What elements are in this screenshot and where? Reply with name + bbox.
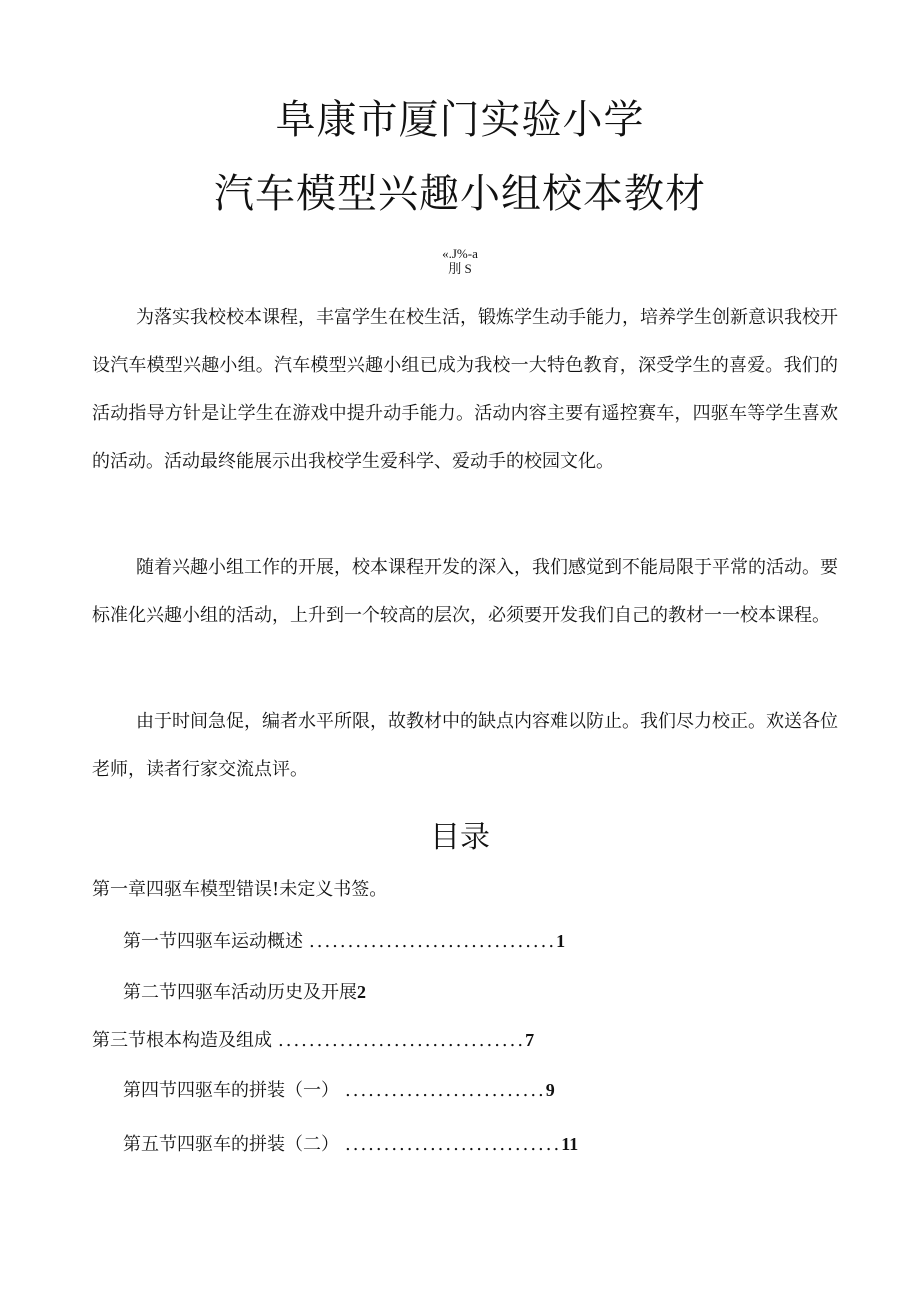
preface-paragraph-2: 随着兴趣小组工作的开展，校本课程开发的深入，我们感觉到不能局限于平常的活动。要标准化兴趣小组的活动，上升到一个较高的层次，必须要开发我们自己的教材一一校本课程。	[92, 557, 838, 626]
toc-item-section-1[interactable]	[123, 929, 565, 954]
toc-page-number: 11	[561, 1134, 579, 1154]
toc-leader-dots: ................................	[309, 931, 557, 952]
toc-page-number: 2	[357, 982, 366, 1002]
toc-item-label: 第五节四驱车的拼装（二）	[123, 1134, 339, 1155]
school-title: 阜康市厦门实验小学	[275, 97, 645, 143]
toc-leader-dots: ................................	[278, 1030, 526, 1051]
textbook-title: 汽车模型兴趣小组校本教材	[214, 171, 706, 217]
toc-page-number: 7	[525, 1030, 535, 1050]
preface-paragraph-1: 为落实我校校本课程，丰富学生在校生活，锻炼学生动手能力，培养学生创新意识我校开设汽车模型兴趣小组。汽车模型兴趣小组已成为我校一大特色教育，深受学生的喜爱。我们的活动指导方针是让学生在游戏中提升动手能力。活动内容主要有遥控赛车，四驱车等学生喜欢的活动。活动最终能展示出我校学生爱科学、爱动手的校园文化。	[92, 307, 838, 472]
toc-item-section-3[interactable]	[92, 1028, 534, 1053]
toc-item-label: 第四节四驱车的拼装（一）	[123, 1080, 339, 1101]
garbled-subtitle-line1: «.J%-a	[442, 246, 478, 261]
toc-leader-dots: ..........................	[345, 1080, 546, 1101]
toc-item-section-2[interactable]	[123, 980, 366, 1005]
toc-item-label: 第二节四驱车活动历史及开展	[123, 982, 357, 1003]
toc-heading: 目录	[430, 820, 490, 855]
toc-item-label: 第一章四驱车模型错误!未定义书签。	[92, 879, 388, 900]
toc-item-chapter-1[interactable]	[92, 878, 387, 902]
toc-item-label: 第一节四驱车运动概述	[123, 931, 303, 952]
toc-page-number: 1	[556, 931, 566, 951]
toc-page-number: 9	[545, 1080, 555, 1100]
toc-item-label: 第三节根本构造及组成	[92, 1030, 272, 1051]
garbled-subtitle-line2: 刖 S	[448, 261, 472, 276]
preface-paragraph-3: 由于时间急促，编者水平所限，故教材中的缺点内容难以防止。我们尽力校正。欢送各位老师，读者行家交流点评。	[92, 711, 838, 780]
toc-leader-dots: ............................	[345, 1134, 562, 1155]
toc-item-section-4[interactable]	[123, 1078, 555, 1103]
toc-item-section-5[interactable]	[123, 1132, 578, 1157]
